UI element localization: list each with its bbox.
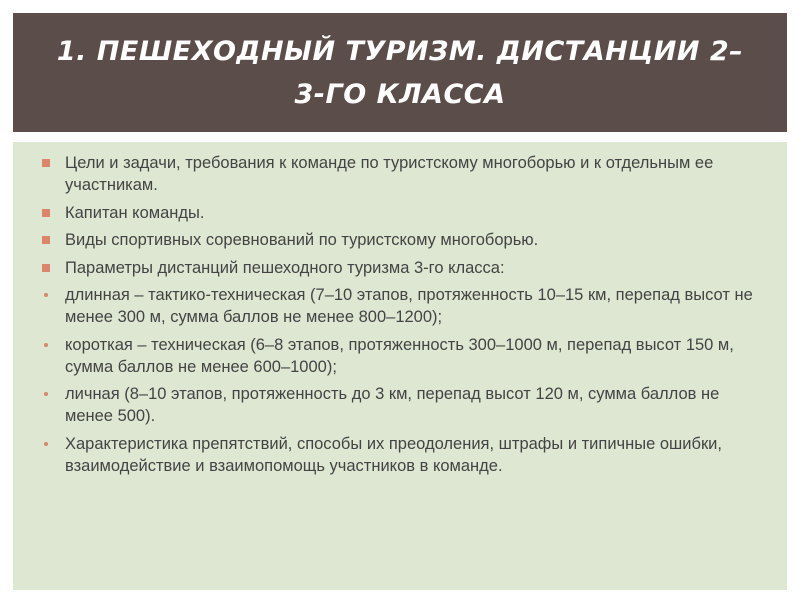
dot-bullet-icon <box>44 392 48 396</box>
square-bullet-icon <box>42 159 50 167</box>
bullet-item <box>41 229 763 251</box>
sub-bullet-item <box>41 334 763 378</box>
bullet-item <box>41 202 763 224</box>
slide-title: 1. ПЕШЕХОДНЫЙ ТУРИЗМ. ДИСТАНЦИИ 2–3-ГО КЛАССА <box>56 35 744 110</box>
title-bar <box>13 13 787 132</box>
bullet-text: Характеристика препятствий, способы их преодоления, штрафы и типичные ошибки, взаимодействие и взаимопомощь участников в команде. <box>65 434 722 475</box>
bullet-text: Параметры дистанций пешеходного туризма 3-го класса: <box>65 258 505 277</box>
square-bullet-icon <box>42 264 50 272</box>
bullet-item <box>41 152 763 196</box>
bullet-item <box>41 257 763 279</box>
bullet-text: длинная – тактико-техническая (7–10 этапов, протяженность 10–15 км, перепад высот не менее 300 м, сумма баллов не менее 800–1200); <box>65 286 753 326</box>
bullet-text: короткая – техническая (6–8 этапов, протяженность 300–1000 м, перепад высот 150 м, сумма баллов не менее 600–1000); <box>65 335 734 376</box>
sub-bullet-item <box>41 284 763 328</box>
bullet-list <box>41 152 763 477</box>
sub-bullet-item <box>41 433 763 477</box>
bullet-text: личная (8–10 этапов, протяженность до 3 км, перепад высот 120 м, сумма баллов не менее 500). <box>65 385 720 425</box>
dot-bullet-icon <box>44 343 48 347</box>
square-bullet-icon <box>42 236 50 244</box>
content-area <box>13 142 787 590</box>
dot-bullet-icon <box>44 442 48 446</box>
dot-bullet-icon <box>44 293 48 297</box>
bullet-text: Капитан команды. <box>65 203 205 222</box>
bullet-text: Цели и задачи, требования к команде по туристскому многоборью и к отдельным ее участникам. <box>65 154 714 194</box>
sub-bullet-item <box>41 383 763 427</box>
bullet-text: Виды спортивных соревнований по туристскому многоборью. <box>65 231 539 249</box>
square-bullet-icon <box>42 209 50 217</box>
